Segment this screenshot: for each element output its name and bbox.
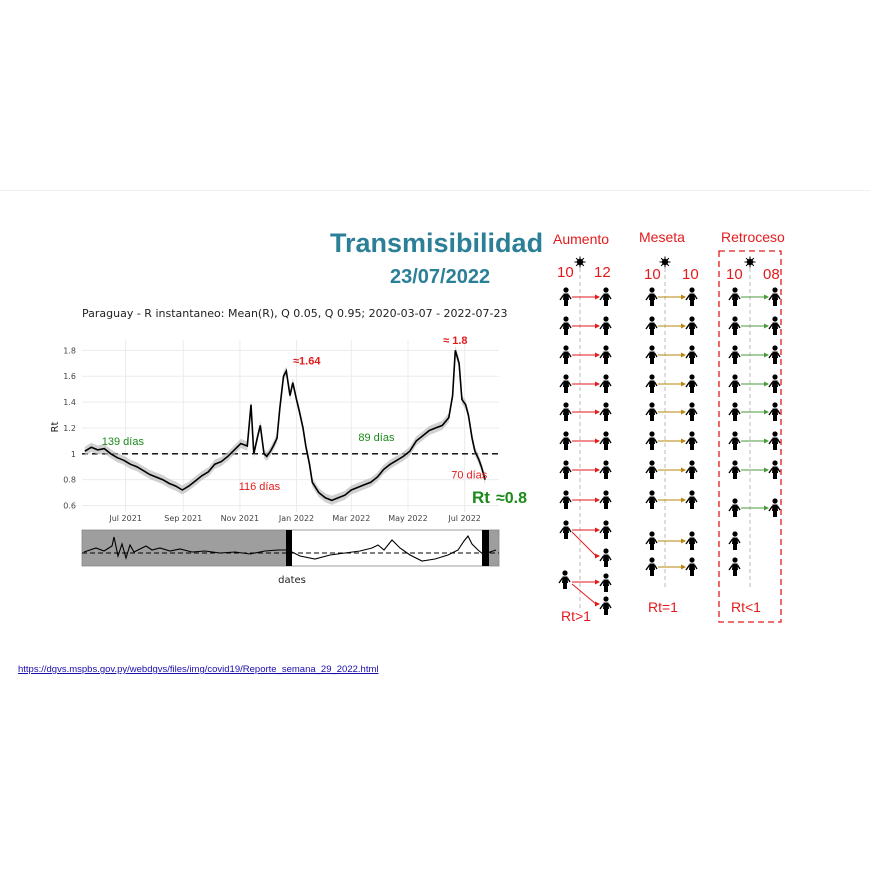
person-icon: [600, 374, 611, 393]
person-icon: [600, 460, 611, 479]
confidence-band: [85, 346, 485, 505]
person-icon: [560, 287, 571, 306]
person-icon: [729, 402, 740, 421]
person-icon: [600, 287, 611, 306]
person-icon: [769, 498, 780, 517]
person-icon: [560, 520, 571, 539]
person-icon: [769, 374, 780, 393]
range-handle-right[interactable]: [482, 530, 489, 566]
transmission-arrowhead: [595, 353, 600, 358]
retroceso-right-count: 08: [763, 266, 780, 283]
person-icon: [646, 460, 657, 479]
transmission-arrowhead: [595, 382, 600, 387]
column-header-aumento: Aumento: [553, 231, 610, 247]
transmission-arrow: [572, 584, 596, 604]
transmission-arrowhead: [595, 602, 600, 607]
person-icon: [729, 345, 740, 364]
virus-icon: [660, 257, 671, 268]
person-icon: [600, 402, 611, 421]
transmission-arrowhead: [681, 439, 686, 444]
person-icon: [686, 557, 697, 576]
person-icon: [729, 316, 740, 335]
aumento-rt-label: Rt>1: [561, 608, 591, 624]
retroceso-rt-label: Rt<1: [731, 599, 761, 615]
transmission-arrowhead: [681, 410, 686, 415]
person-icon: [560, 402, 571, 421]
person-icon: [560, 460, 571, 479]
person-icon: [686, 287, 697, 306]
retroceso-left-count: 10: [726, 266, 743, 283]
y-tick-label: 0.6: [63, 501, 76, 511]
transmission-arrowhead: [595, 439, 600, 444]
x-tick-label: May 2022: [388, 514, 428, 523]
transmission-arrowhead: [764, 506, 769, 511]
person-icon: [686, 316, 697, 335]
person-icon: [769, 345, 780, 364]
person-icon: [560, 316, 571, 335]
person-icon: [729, 531, 740, 550]
person-icon: [646, 316, 657, 335]
transmission-diagram: [559, 257, 780, 616]
virus-icon: [745, 257, 756, 268]
transmission-arrowhead: [681, 468, 686, 473]
x-tick-label: Sep 2021: [164, 514, 203, 523]
person-icon: [646, 557, 657, 576]
transmission-arrowhead: [595, 295, 600, 300]
chart-annotation: 116 días: [238, 481, 281, 494]
aumento-right-count: 12: [594, 264, 611, 281]
person-icon: [686, 431, 697, 450]
range-handle-left[interactable]: [286, 530, 292, 566]
person-icon: [769, 287, 780, 306]
transmission-arrowhead: [681, 539, 686, 544]
y-tick-label: 1: [70, 449, 76, 459]
transmission-arrowhead: [681, 295, 686, 300]
person-icon: [600, 596, 611, 615]
transmission-arrowhead: [595, 554, 600, 559]
range-selector[interactable]: [82, 530, 499, 566]
rt-value: ≈0.8: [495, 490, 527, 507]
transmission-arrowhead: [595, 528, 600, 533]
person-icon: [600, 345, 611, 364]
transmission-arrowhead: [764, 382, 769, 387]
x-tick-label: Jul 2022: [448, 514, 481, 523]
x-tick-label: Jul 2021: [109, 514, 142, 523]
y-axis-label: Rt: [50, 421, 61, 433]
rt-series-line: [85, 350, 485, 500]
person-icon: [560, 490, 571, 509]
person-icon: [646, 490, 657, 509]
transmission-arrowhead: [595, 580, 600, 585]
person-icon: [600, 316, 611, 335]
person-icon: [769, 431, 780, 450]
transmission-arrowhead: [764, 410, 769, 415]
x-tick-label: Jan 2022: [278, 514, 315, 523]
person-icon: [560, 431, 571, 450]
person-icon: [769, 402, 780, 421]
y-tick-label: 1.8: [63, 346, 76, 356]
person-icon: [686, 490, 697, 509]
transmission-arrow: [572, 532, 596, 556]
person-icon: [686, 374, 697, 393]
transmission-arrowhead: [764, 439, 769, 444]
y-tick-label: 1.4: [63, 398, 76, 408]
person-icon: [729, 498, 740, 517]
transmission-arrowhead: [681, 498, 686, 503]
person-icon: [646, 402, 657, 421]
transmission-arrowhead: [681, 353, 686, 358]
transmission-arrowhead: [595, 468, 600, 473]
transmission-arrowhead: [764, 324, 769, 329]
person-icon: [729, 287, 740, 306]
meseta-left-count: 10: [644, 266, 661, 283]
y-tick-label: 0.8: [63, 475, 76, 485]
person-icon: [646, 431, 657, 450]
person-icon: [560, 345, 571, 364]
chart-annotations: [102, 335, 488, 493]
person-icon: [686, 345, 697, 364]
source-link[interactable]: https://dgvs.mspbs.gov.py/webdgvs/files/img/covid19/Reporte_semana_29_2022.html: [18, 664, 379, 675]
chart-title: Paraguay - R instantaneo: Mean(R), Q 0.05, Q 0.95; 2020-03-07 - 2022-07-23: [82, 307, 508, 320]
virus-icon: [575, 257, 586, 268]
transmission-arrowhead: [764, 353, 769, 358]
transmission-arrowhead: [681, 565, 686, 570]
column-header-meseta: Meseta: [639, 229, 685, 245]
person-icon: [769, 460, 780, 479]
overview-left-shade: [82, 530, 288, 566]
transmission-arrowhead: [595, 324, 600, 329]
transmission-arrowhead: [595, 410, 600, 415]
transmission-arrowhead: [764, 295, 769, 300]
meseta-rt-label: Rt=1: [648, 599, 678, 615]
chart-annotation: 139 días: [101, 435, 144, 448]
person-icon: [600, 573, 611, 592]
transmission-arrowhead: [681, 382, 686, 387]
x-tick-label: Nov 2021: [220, 514, 260, 523]
overview-x-label: dates: [278, 575, 306, 586]
transmission-arrowhead: [764, 468, 769, 473]
person-icon: [646, 531, 657, 550]
chart-annotation: 89 días: [358, 431, 395, 444]
person-icon: [600, 490, 611, 509]
person-icon: [646, 345, 657, 364]
y-tick-label: 1.6: [63, 372, 76, 382]
chart-annotation: ≈1.64: [293, 355, 321, 368]
x-tick-label: Mar 2022: [332, 514, 371, 523]
person-icon: [729, 374, 740, 393]
person-icon: [559, 570, 570, 589]
person-icon: [686, 531, 697, 550]
person-icon: [686, 460, 697, 479]
person-icon: [686, 402, 697, 421]
person-icon: [560, 374, 571, 393]
person-icon: [729, 460, 740, 479]
person-icon: [769, 316, 780, 335]
person-icon: [729, 557, 740, 576]
y-tick-label: 1.2: [63, 423, 76, 433]
person-icon: [600, 548, 611, 567]
person-icon: [729, 431, 740, 450]
page-date: 23/07/2022: [390, 266, 491, 288]
person-icon: [600, 431, 611, 450]
person-icon: [646, 287, 657, 306]
column-header-retroceso: Retroceso: [721, 229, 785, 245]
person-icon: [600, 520, 611, 539]
rt-label: [472, 488, 527, 507]
rt-label-text: Rt: [472, 488, 490, 507]
chart-annotation: 70 días: [451, 469, 488, 482]
aumento-left-count: 10: [557, 264, 574, 281]
transmission-arrowhead: [595, 498, 600, 503]
meseta-right-count: 10: [682, 266, 699, 283]
chart-annotation: ≈ 1.8: [443, 334, 468, 347]
transmission-arrowhead: [681, 324, 686, 329]
person-icon: [646, 374, 657, 393]
page-title: Transmisibilidad: [330, 228, 544, 258]
